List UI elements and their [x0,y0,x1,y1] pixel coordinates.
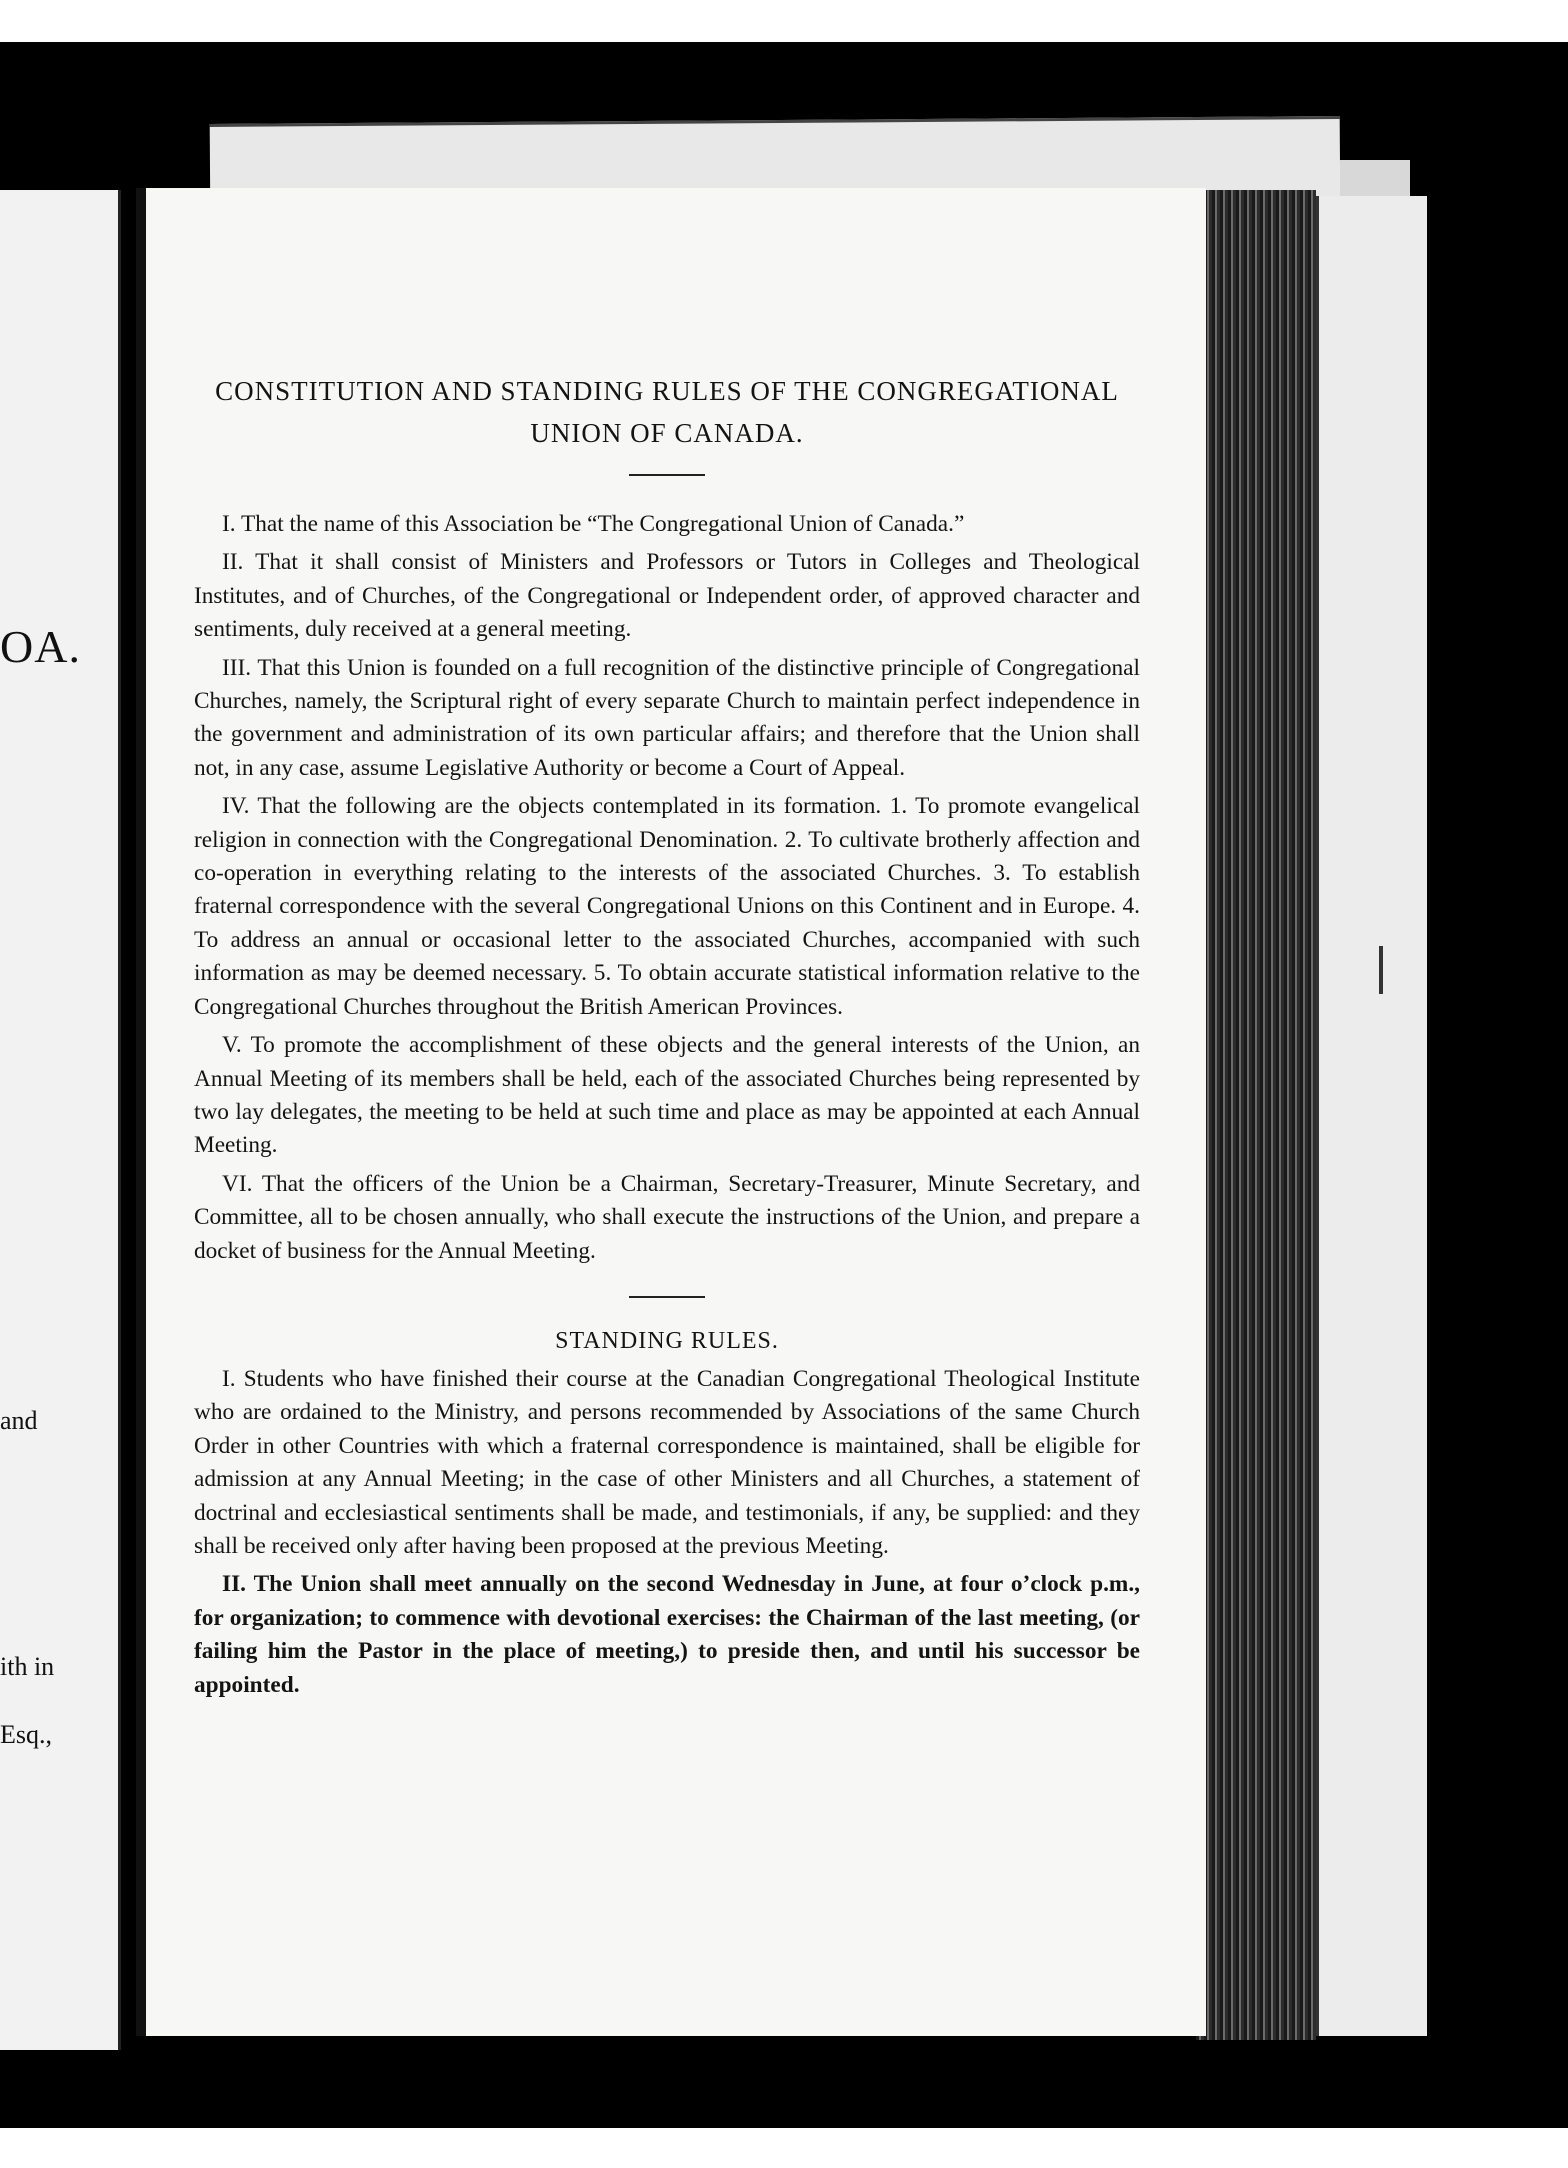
page-content [194,370,1140,1707]
standing-rule-1: I. Students who have finished their course at the Canadian Congregational Theological Institute who are ordained to the Ministry, and persons recommended by Associations of the same Church Order in other Countries with which a fraternal correspondence is maintained, shall be eligible for admission at any Annual Meeting; in the case of other Ministers and all Churches, a statement of doctrinal and ecclesiastical sentiments shall be made, and testimonials, if any, be supplied: and they shall be received only after having been proposed at the previous Meeting. [194,1365,1140,1559]
constitution-article-2: II. That it shall consist of Ministers and Professors or Tutors in Colleges and Theological Institutes, and of Churches, of the Congregational or Independent order, of approved character and sentiments, duly received at a general meeting. [194,549,1140,643]
document-page [136,188,1206,2036]
page-mark [1379,946,1383,994]
page-stack-gutter [1196,190,1316,2040]
left-page-fragment-and: and [0,1406,38,1435]
constitution-article-6: VI. That the officers of the Union be a Chairman, Secretary-Treasurer, Minute Secretary, and Committee, all to be chosen annually, who shall execute the instructions of the Union, and prepare a docket of business for the Annual Meeting. [194,1170,1140,1264]
title-divider [629,474,705,476]
left-facing-page [0,190,121,2050]
document-title [194,370,1140,454]
scan-bottom-margin [0,2128,1568,2168]
constitution-article-1: I. That the name of this Association be “The Congregational Union of Canada.” [222,511,965,537]
left-page-fragment-heading: OA. [0,621,81,672]
left-page-fragment-ith-in: ith in [0,1652,55,1681]
title-line-2: UNION OF CANADA. [530,418,804,448]
constitution-article-4: IV. That the following are the objects contemplated in its formation. 1. To promote evangelical religion in connection with the Congregational Denomination. 2. To cultivate brotherly affection and co-operation in everything relating to the interests of the associated Churches. 3. To establish fraternal correspondence with the several Congregational Unions on this Continent and in Europe. 4. To address an annual or occasional letter to the associated Churches, accompanied with such information as may be deemed necessary. 5. To obtain accurate statistical information relative to the Congregational Churches throughout the British American Provinces. [194,793,1140,1020]
standing-rules-heading: STANDING RULES. [555,1327,779,1354]
standing-rule-2: II. The Union shall meet annually on the second Wednesday in June, at four o’clock p.m., for organization; to commence with devotional exercises: the Chairman of the last meeting, (or failing him the Pastor in the place of meeting,) to preside then, and until his successor be appointed. [194,1571,1140,1698]
section-divider [629,1296,705,1298]
left-page-fragment-esq: Esq., [0,1720,52,1749]
title-line-1: CONSTITUTION AND STANDING RULES OF THE CONGREGATIONAL [215,376,1119,406]
right-page-strip [1316,196,1427,2036]
scan-top-margin [0,0,1568,42]
constitution-article-5: V. To promote the accomplishment of these objects and the general interests of the Union, an Annual Meeting of its members shall be held, each of the associated Churches being represented by two lay delegates, the meeting to be held at such time and place as may be appointed at each Annual Meeting. [194,1032,1140,1159]
constitution-article-3: III. That this Union is founded on a full recognition of the distinctive principle of Congregational Churches, namely, the Scriptural right of every separate Church to maintain perfect independence in the government and administration of its own particular affairs; and therefore that the Union shall not, in any case, assume Legislative Authority or become a Court of Appeal. [194,654,1140,781]
